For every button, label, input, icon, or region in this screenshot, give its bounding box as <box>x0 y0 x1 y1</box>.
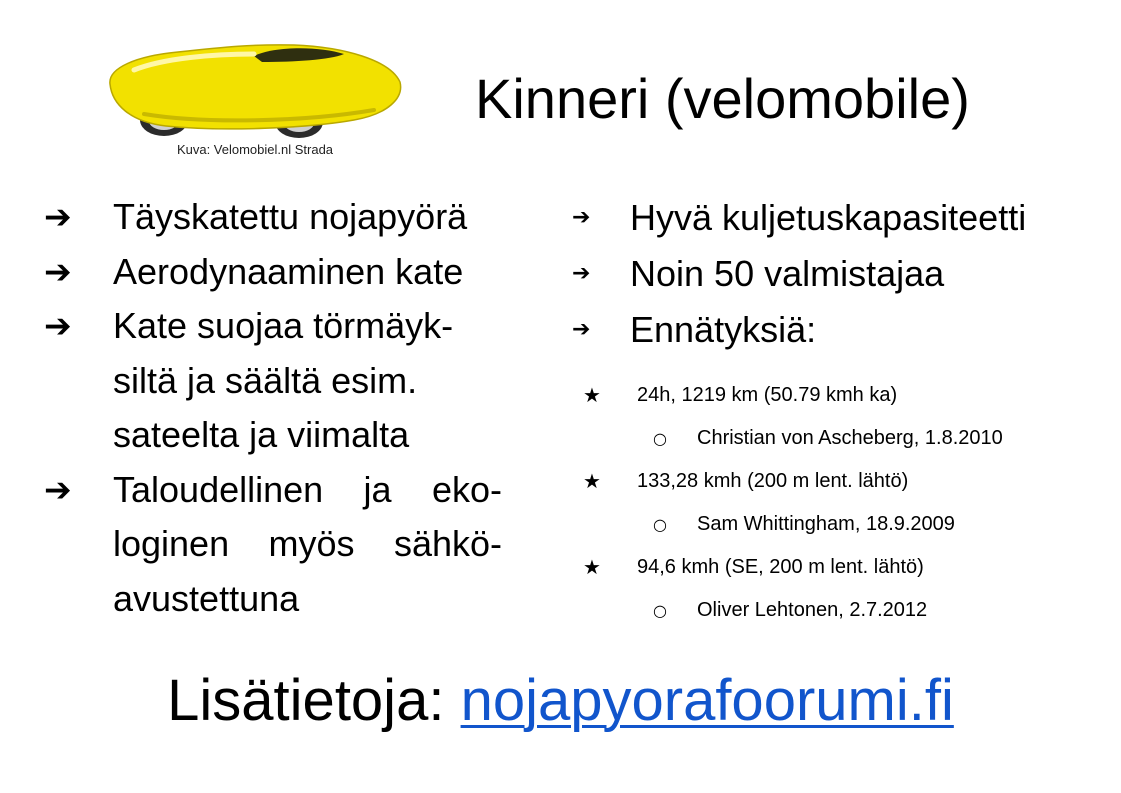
image-caption: Kuva: Velomobiel.nl Strada <box>176 142 334 157</box>
record-text: 133,28 kmh (200 m lent. lähtö) <box>637 470 909 492</box>
circle-bullet-icon: ○ <box>653 515 667 534</box>
records-list <box>583 374 1093 632</box>
record-holder-text: Oliver Lehtonen, 2.7.2012 <box>697 599 928 621</box>
list-item <box>572 246 1092 302</box>
list-item-text: Taloudellinen ja eko-loginen myös sähkö-avustettuna <box>113 468 502 619</box>
footer <box>0 662 1121 740</box>
list-item <box>44 190 514 245</box>
list-item <box>44 299 514 463</box>
list-item <box>572 302 1092 358</box>
arrow-right-icon: ➔ <box>572 317 591 342</box>
record-text: 94,6 kmh (SE, 200 m lent. lähtö) <box>637 556 924 578</box>
record-holder-item <box>583 589 1093 632</box>
star-icon: ★ <box>583 383 601 407</box>
list-item-text: Noin 50 valmistajaa <box>630 253 945 294</box>
arrow-right-icon: ➔ <box>44 469 72 509</box>
list-item-text: Hyvä kuljetuskapasiteetti <box>630 197 1027 238</box>
list-item-text: Aerodynaaminen kate <box>113 250 464 292</box>
record-item <box>583 374 1093 417</box>
features-list <box>44 190 514 626</box>
velomobile-image <box>104 40 406 140</box>
list-item <box>44 245 514 300</box>
arrow-right-icon: ➔ <box>572 261 591 286</box>
arrow-right-icon: ➔ <box>572 205 591 230</box>
record-holder-text: Sam Whittingham, 18.9.2009 <box>697 513 955 535</box>
list-item <box>572 190 1092 246</box>
record-item <box>583 546 1093 589</box>
record-text: 24h, 1219 km (50.79 kmh ka) <box>637 384 898 406</box>
list-item-text: Täyskatettu nojapyörä <box>113 196 468 237</box>
list-item <box>44 463 514 627</box>
list-item-text: Ennätyksiä: <box>630 309 817 350</box>
arrow-right-icon: ➔ <box>44 251 72 291</box>
arrow-right-icon: ➔ <box>44 306 72 345</box>
star-icon: ★ <box>583 555 601 579</box>
record-holder-item <box>583 417 1093 460</box>
arrow-right-icon: ➔ <box>44 197 72 236</box>
star-icon: ★ <box>583 469 601 493</box>
record-holder-item <box>583 503 1093 546</box>
list-item-text: Kate suojaa törmäyk-siltä ja säältä esim. sateelta ja viimalta <box>113 305 454 455</box>
footer-label: Lisätietoja: <box>167 668 445 733</box>
record-item <box>583 460 1093 503</box>
page-title: Kinneri (velomobile) <box>475 67 970 130</box>
details-list <box>572 190 1092 358</box>
record-holder-text: Christian von Ascheberg, 1.8.2010 <box>697 427 1003 449</box>
circle-bullet-icon: ○ <box>653 429 667 448</box>
circle-bullet-icon: ○ <box>653 601 667 620</box>
footer-link[interactable]: nojapyorafoorumi.fi <box>460 668 954 733</box>
